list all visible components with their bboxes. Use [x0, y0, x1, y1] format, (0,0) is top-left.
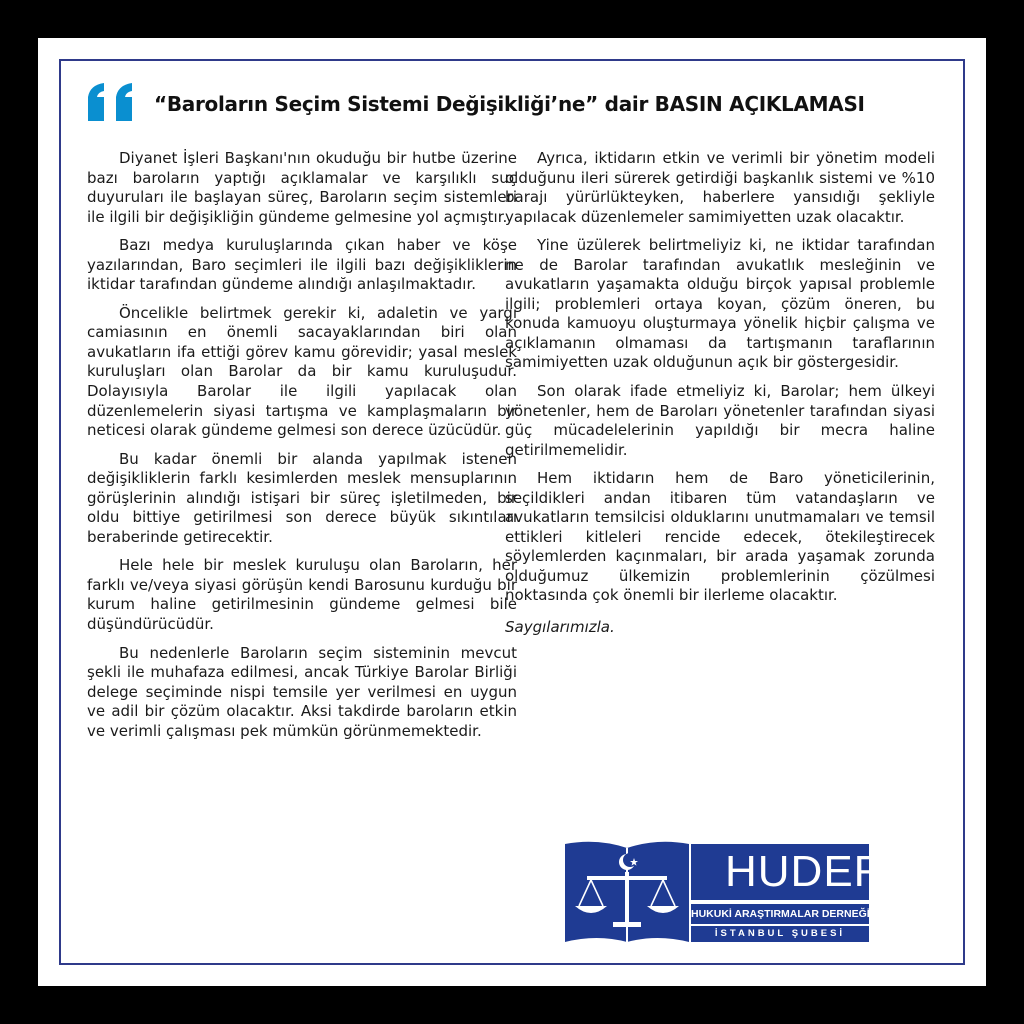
- press-release-sheet: [38, 38, 986, 986]
- page-title: “Baroların Seçim Sistemi Değişikliği’ne” dair BASIN AÇIKLAMASI: [154, 92, 865, 116]
- closing-signoff: Saygılarımızla.: [505, 618, 615, 637]
- paragraph: Hele hele bir meslek kuruluşu olan Baroların, her farklı ve/veya siyasi görüşün kendi Barosunu kurduğu bir kurum haline getirilmesinin gündeme gelmesi bile düşündürücüdür.: [87, 556, 517, 634]
- huder-logo: [563, 838, 887, 944]
- paragraph: Bu kadar önemli bir alanda yapılmak istenen değişikliklerin farklı kesimlerden meslek mensuplarının görüşlerinin alındığı istişari bir süreç işletilmeden, bir oldu bittiye getirilmesi son derece büyük sıkıntıları beraberinde getirecektir.: [87, 449, 517, 546]
- paragraph: Yine üzülerek belirtmeliyiz ki, ne iktidar tarafından ne de Barolar tarafından avukatlık mesleğinin ve avukatların yaşamakta olduğu birçok yapısal problemle ilgili; problemleri ortaya koyan, çözüm öneren, bu konuda kamuoyu oluşturmaya yönelik hiçbir çalışma ve açıklamanın olmaması da tartışmanın taraflarının samimiyetten uzak olduğunun açık bir göstergesidir.: [505, 236, 935, 372]
- scales-of-justice-icon: [563, 838, 691, 944]
- paragraph: Bazı medya kuruluşlarında çıkan haber ve köşe yazılarından, Baro seçimleri ile ilgili bazı değişikliklerin iktidar tarafından gündeme alındığı anlaşılmaktadır.: [87, 236, 517, 294]
- logo-branch: İSTANBUL ŞUBESİ: [691, 926, 869, 942]
- logo-name: HUDER: [691, 844, 869, 900]
- paragraph: Diyanet İşleri Başkanı'nın okuduğu bir hutbe üzerine bazı baroların yaptığı açıklamalar ve karşılıklı suç duyuruları ile başlayan süreç, Baroların seçim sistemleri ile ilgili bir değişikliğin gündeme gelmesine yol açmıştır.: [87, 149, 517, 226]
- paragraph: Son olarak ifade etmeliyiz ki, Barolar; hem ülkeyi yönetenler, hem de Baroları yönetenler tarafından siyasi güç mücadelelerinin yapıldığı bir mecra haline getirilmemelidir.: [505, 382, 935, 459]
- paragraph: Öncelikle belirtmek gerekir ki, adaletin ve yargı camiasının en önemli sacayaklarından biri olan avukatların ifa ettiği görev kamu görevidir; yasal meslek kuruluşları olan Barolar da bir kamu kuruluşudur. Dolayısıyla Barolar ile ilgili yapılacak olan düzenlemelerin siyasi tartışma ve kamplaşmaların bir neticesi olarak gündeme gelmesi son derece üzücüdür.: [87, 303, 517, 440]
- double-quote-icon: [86, 83, 138, 123]
- logo-subtitle: HUKUKİ ARAŞTIRMALAR DERNEĞİ: [691, 904, 869, 924]
- paragraph: Ayrıca, iktidarın etkin ve verimli bir yönetim modeli olduğunu ileri sürerek getirdiği başkanlık sistemi ve %10 barajı yürürlükteyken, haberlere yansıdığı şekliyle yapılacak düzenlemeler samimiyetten uzak olacaktır.: [505, 149, 935, 226]
- right-column: [505, 149, 935, 647]
- paragraph: Hem iktidarın hem de Baro yöneticilerinin, seçildikleri andan itibaren tüm vatandaşların ve avukatların temsilcisi olduklarını unutmamaları ve temsil ettikleri kitleleri rencide edecek, ötekileştirecek söylemlerden kaçınmaları, bir arada yaşamak zorunda olduğumuz ülkemizin problemlerinin çözülmesi noktasında çok önemli bir ilerleme olacaktır.: [505, 469, 935, 605]
- left-column: [87, 149, 517, 750]
- paragraph: Bu nedenlerle Baroların seçim sisteminin mevcut şekli ile muhafaza edilmesi, ancak Türkiye Barolar Birliği delege seçiminde nispi temsile yer verilmesi en uygun ve adil bir çözüm olacaktır. Aksi takdirde baroların etkin ve verimli çalışması pek mümkün görünmemektedir.: [87, 643, 517, 740]
